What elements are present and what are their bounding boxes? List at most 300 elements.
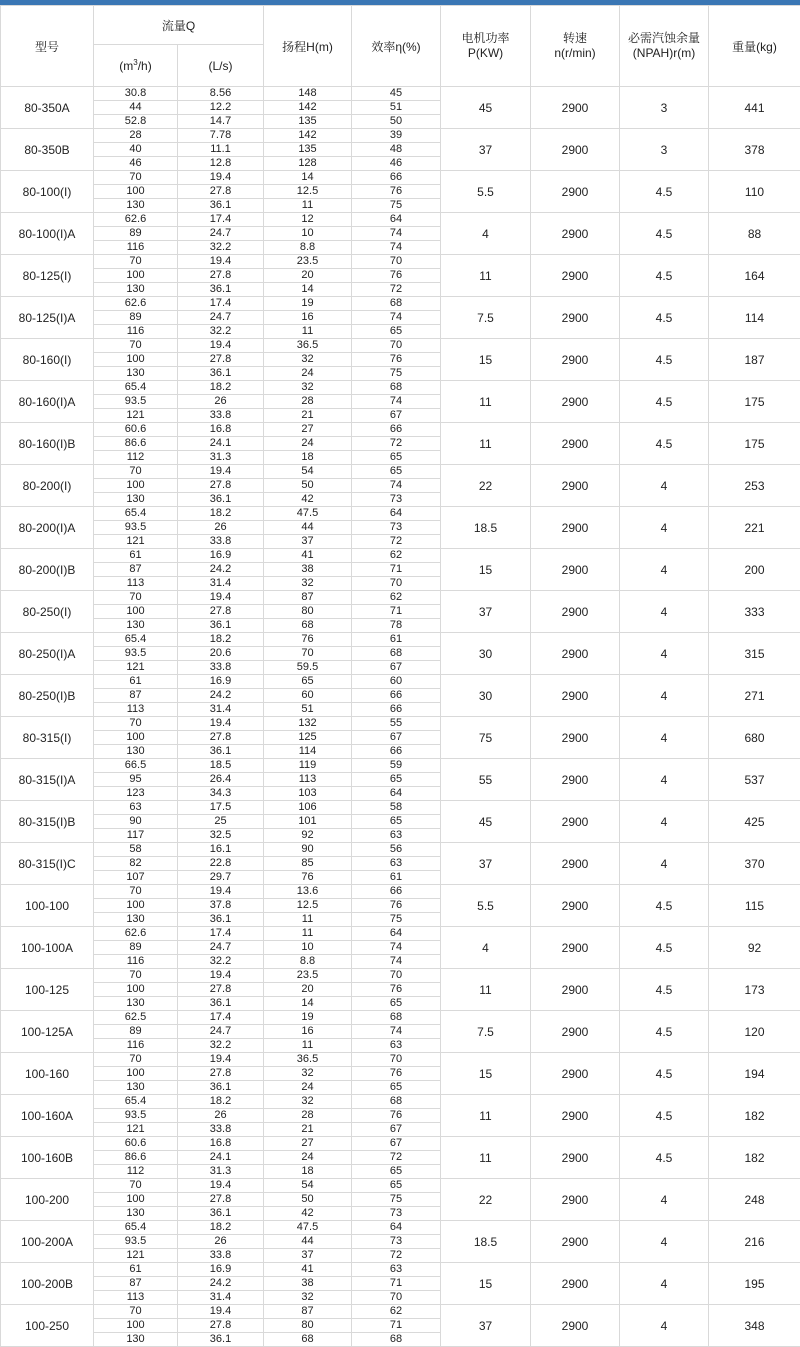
flow-m3h-cell: 86.6 <box>94 437 178 451</box>
head-cell: 12.5 <box>264 185 352 199</box>
head-cell: 90 <box>264 843 352 857</box>
head-cell: 20 <box>264 269 352 283</box>
efficiency-cell: 65 <box>352 325 441 339</box>
efficiency-cell: 68 <box>352 647 441 661</box>
flow-ls-cell: 8.56 <box>178 87 264 101</box>
flow-ls-cell: 36.1 <box>178 367 264 381</box>
flow-m3h-cell: 116 <box>94 325 178 339</box>
head-cell: 101 <box>264 815 352 829</box>
efficiency-cell: 76 <box>352 185 441 199</box>
power-cell: 15 <box>441 1263 531 1305</box>
power-cell: 37 <box>441 591 531 633</box>
flow-m3h-cell: 112 <box>94 1165 178 1179</box>
head-cell: 32 <box>264 381 352 395</box>
model-cell: 80-250(I)B <box>1 675 94 717</box>
flow-m3h-cell: 86.6 <box>94 1151 178 1165</box>
weight-cell: 315 <box>709 633 800 675</box>
efficiency-cell: 75 <box>352 367 441 381</box>
efficiency-cell: 65 <box>352 997 441 1011</box>
efficiency-cell: 66 <box>352 423 441 437</box>
flow-ls-cell: 27.8 <box>178 185 264 199</box>
flow-ls-cell: 27.8 <box>178 731 264 745</box>
flow-ls-cell: 31.4 <box>178 1291 264 1305</box>
spec-subrow <box>1 717 800 731</box>
npsh-cell: 4 <box>620 675 709 717</box>
speed-cell: 2900 <box>531 843 620 885</box>
head-cell: 18 <box>264 1165 352 1179</box>
head-cell: 114 <box>264 745 352 759</box>
efficiency-cell: 65 <box>352 1165 441 1179</box>
flow-ls-cell: 16.9 <box>178 549 264 563</box>
efficiency-cell: 71 <box>352 605 441 619</box>
efficiency-cell: 68 <box>352 297 441 311</box>
flow-m3h-cell: 100 <box>94 269 178 283</box>
efficiency-cell: 72 <box>352 1151 441 1165</box>
flow-ls-cell: 26 <box>178 521 264 535</box>
flow-m3h-cell: 61 <box>94 675 178 689</box>
flow-ls-cell: 24.2 <box>178 563 264 577</box>
flow-m3h-cell: 93.5 <box>94 647 178 661</box>
flow-m3h-sup: 3 <box>133 58 137 67</box>
flow-m3h-cell: 70 <box>94 591 178 605</box>
flow-ls-cell: 36.1 <box>178 619 264 633</box>
efficiency-cell: 74 <box>352 241 441 255</box>
head-cell: 132 <box>264 717 352 731</box>
spec-subrow <box>1 1095 800 1109</box>
flow-ls-cell: 19.4 <box>178 1305 264 1319</box>
flow-ls-cell: 17.4 <box>178 213 264 227</box>
efficiency-cell: 67 <box>352 1123 441 1137</box>
flow-ls-cell: 18.2 <box>178 381 264 395</box>
head-cell: 50 <box>264 479 352 493</box>
speed-cell: 2900 <box>531 801 620 843</box>
flow-ls-cell: 27.8 <box>178 479 264 493</box>
header-power <box>441 6 531 87</box>
head-cell: 21 <box>264 1123 352 1137</box>
head-cell: 50 <box>264 1193 352 1207</box>
head-cell: 19 <box>264 297 352 311</box>
flow-m3h-cell: 70 <box>94 885 178 899</box>
flow-ls-cell: 16.9 <box>178 1263 264 1277</box>
flow-m3h-cell: 70 <box>94 465 178 479</box>
flow-m3h-cell: 112 <box>94 451 178 465</box>
spec-subrow <box>1 1179 800 1193</box>
npsh-cell: 3 <box>620 87 709 129</box>
power-cell: 7.5 <box>441 1011 531 1053</box>
head-cell: 142 <box>264 129 352 143</box>
weight-cell: 92 <box>709 927 800 969</box>
flow-m3h-cell: 100 <box>94 185 178 199</box>
efficiency-cell: 66 <box>352 171 441 185</box>
flow-m3h-cell: 70 <box>94 171 178 185</box>
head-cell: 54 <box>264 1179 352 1193</box>
efficiency-cell: 67 <box>352 731 441 745</box>
weight-cell: 333 <box>709 591 800 633</box>
flow-ls-cell: 24.1 <box>178 1151 264 1165</box>
flow-ls-cell: 16.9 <box>178 675 264 689</box>
speed-cell: 2900 <box>531 675 620 717</box>
flow-ls-cell: 18.2 <box>178 633 264 647</box>
head-cell: 24 <box>264 367 352 381</box>
model-cell: 80-315(I)A <box>1 759 94 801</box>
flow-m3h-cell: 116 <box>94 955 178 969</box>
npsh-cell: 4.5 <box>620 423 709 465</box>
flow-m3h-cell: 87 <box>94 689 178 703</box>
flow-ls-cell: 27.8 <box>178 605 264 619</box>
npsh-cell: 4.5 <box>620 1137 709 1179</box>
flow-m3h-cell: 130 <box>94 1207 178 1221</box>
speed-cell: 2900 <box>531 1095 620 1137</box>
head-cell: 14 <box>264 283 352 297</box>
flow-m3h-cell: 70 <box>94 1053 178 1067</box>
head-cell: 106 <box>264 801 352 815</box>
flow-m3h-cell: 28 <box>94 129 178 143</box>
flow-m3h-cell: 44 <box>94 101 178 115</box>
flow-m3h-cell: 65.4 <box>94 1221 178 1235</box>
flow-m3h-cell: 60.6 <box>94 423 178 437</box>
flow-ls-cell: 36.1 <box>178 493 264 507</box>
model-cell: 80-160(I)B <box>1 423 94 465</box>
header-speed-line1: 转速 <box>531 31 619 46</box>
head-cell: 28 <box>264 395 352 409</box>
flow-ls-cell: 19.4 <box>178 255 264 269</box>
npsh-cell: 4 <box>620 507 709 549</box>
header-npsh-line2: (NPAH)r(m) <box>620 46 708 61</box>
header-speed <box>531 6 620 87</box>
efficiency-cell: 48 <box>352 143 441 157</box>
power-cell: 55 <box>441 759 531 801</box>
power-cell: 4 <box>441 213 531 255</box>
head-cell: 80 <box>264 605 352 619</box>
speed-cell: 2900 <box>531 1053 620 1095</box>
flow-m3h-cell: 70 <box>94 1305 178 1319</box>
head-cell: 23.5 <box>264 969 352 983</box>
head-cell: 11 <box>264 325 352 339</box>
spec-subrow <box>1 171 800 185</box>
flow-ls-cell: 36.1 <box>178 997 264 1011</box>
npsh-cell: 4 <box>620 549 709 591</box>
flow-ls-cell: 16.1 <box>178 843 264 857</box>
head-cell: 44 <box>264 1235 352 1249</box>
flow-ls-cell: 32.2 <box>178 241 264 255</box>
model-cell: 80-315(I)B <box>1 801 94 843</box>
efficiency-cell: 39 <box>352 129 441 143</box>
flow-m3h-cell: 113 <box>94 703 178 717</box>
efficiency-cell: 75 <box>352 913 441 927</box>
head-cell: 24 <box>264 1081 352 1095</box>
model-cell: 100-100A <box>1 927 94 969</box>
efficiency-cell: 50 <box>352 115 441 129</box>
flow-m3h-cell: 89 <box>94 311 178 325</box>
flow-ls-cell: 19.4 <box>178 885 264 899</box>
power-cell: 11 <box>441 255 531 297</box>
npsh-cell: 4.5 <box>620 297 709 339</box>
speed-cell: 2900 <box>531 927 620 969</box>
flow-ls-cell: 27.8 <box>178 353 264 367</box>
pump-spec-table <box>0 5 800 1347</box>
spec-subrow <box>1 1305 800 1319</box>
flow-m3h-cell: 63 <box>94 801 178 815</box>
flow-ls-cell: 24.7 <box>178 1025 264 1039</box>
weight-cell: 370 <box>709 843 800 885</box>
efficiency-cell: 58 <box>352 801 441 815</box>
head-cell: 42 <box>264 493 352 507</box>
head-cell: 47.5 <box>264 507 352 521</box>
flow-ls-cell: 18.2 <box>178 1221 264 1235</box>
spec-subrow <box>1 759 800 773</box>
flow-m3h-cell: 130 <box>94 199 178 213</box>
flow-m3h-cell: 100 <box>94 479 178 493</box>
efficiency-cell: 68 <box>352 1011 441 1025</box>
spec-subrow <box>1 1053 800 1067</box>
spec-subrow <box>1 801 800 815</box>
efficiency-cell: 51 <box>352 101 441 115</box>
efficiency-cell: 73 <box>352 1235 441 1249</box>
head-cell: 8.8 <box>264 241 352 255</box>
efficiency-cell: 72 <box>352 437 441 451</box>
flow-ls-cell: 17.4 <box>178 297 264 311</box>
flow-ls-cell: 36.1 <box>178 283 264 297</box>
flow-m3h-cell: 100 <box>94 899 178 913</box>
weight-cell: 182 <box>709 1137 800 1179</box>
head-cell: 76 <box>264 633 352 647</box>
flow-ls-cell: 17.5 <box>178 801 264 815</box>
model-cell: 80-250(I)A <box>1 633 94 675</box>
flow-ls-cell: 37.8 <box>178 899 264 913</box>
flow-ls-cell: 18.2 <box>178 507 264 521</box>
efficiency-cell: 63 <box>352 1263 441 1277</box>
flow-m3h-cell: 61 <box>94 549 178 563</box>
head-cell: 27 <box>264 423 352 437</box>
npsh-cell: 4 <box>620 717 709 759</box>
head-cell: 20 <box>264 983 352 997</box>
flow-m3h-cell: 93.5 <box>94 1235 178 1249</box>
table-header <box>1 6 800 87</box>
weight-cell: 537 <box>709 759 800 801</box>
npsh-cell: 4 <box>620 801 709 843</box>
speed-cell: 2900 <box>531 423 620 465</box>
head-cell: 41 <box>264 549 352 563</box>
efficiency-cell: 70 <box>352 1053 441 1067</box>
flow-ls-cell: 36.1 <box>178 1207 264 1221</box>
spec-subrow <box>1 843 800 857</box>
flow-m3h-cell: 61 <box>94 1263 178 1277</box>
efficiency-cell: 76 <box>352 1109 441 1123</box>
spec-subrow <box>1 381 800 395</box>
header-flow-ls: (L/s) <box>178 45 264 87</box>
head-cell: 11 <box>264 927 352 941</box>
efficiency-cell: 63 <box>352 829 441 843</box>
flow-ls-cell: 24.1 <box>178 437 264 451</box>
flow-m3h-cell: 66.5 <box>94 759 178 773</box>
flow-ls-cell: 33.8 <box>178 1249 264 1263</box>
efficiency-cell: 68 <box>352 1333 441 1347</box>
npsh-cell: 4 <box>620 1263 709 1305</box>
power-cell: 45 <box>441 87 531 129</box>
efficiency-cell: 65 <box>352 1179 441 1193</box>
head-cell: 119 <box>264 759 352 773</box>
flow-m3h-cell: 130 <box>94 619 178 633</box>
flow-ls-cell: 19.4 <box>178 969 264 983</box>
header-flow-m3h <box>94 45 178 87</box>
efficiency-cell: 65 <box>352 465 441 479</box>
flow-ls-cell: 26.4 <box>178 773 264 787</box>
efficiency-cell: 74 <box>352 311 441 325</box>
efficiency-cell: 46 <box>352 157 441 171</box>
efficiency-cell: 64 <box>352 1221 441 1235</box>
npsh-cell: 4.5 <box>620 969 709 1011</box>
flow-ls-cell: 12.2 <box>178 101 264 115</box>
speed-cell: 2900 <box>531 1221 620 1263</box>
flow-ls-cell: 19.4 <box>178 339 264 353</box>
weight-cell: 175 <box>709 381 800 423</box>
flow-ls-cell: 31.3 <box>178 451 264 465</box>
efficiency-cell: 76 <box>352 269 441 283</box>
head-cell: 28 <box>264 1109 352 1123</box>
flow-m3h-cell: 121 <box>94 1249 178 1263</box>
flow-ls-cell: 27.8 <box>178 1193 264 1207</box>
efficiency-cell: 67 <box>352 1137 441 1151</box>
power-cell: 22 <box>441 465 531 507</box>
head-cell: 142 <box>264 101 352 115</box>
npsh-cell: 4 <box>620 1221 709 1263</box>
efficiency-cell: 71 <box>352 563 441 577</box>
speed-cell: 2900 <box>531 465 620 507</box>
flow-m3h-cell: 117 <box>94 829 178 843</box>
efficiency-cell: 62 <box>352 591 441 605</box>
head-cell: 12 <box>264 213 352 227</box>
spec-subrow <box>1 255 800 269</box>
npsh-cell: 4.5 <box>620 339 709 381</box>
efficiency-cell: 66 <box>352 885 441 899</box>
model-cell: 80-200(I) <box>1 465 94 507</box>
spec-subrow <box>1 1137 800 1151</box>
head-cell: 24 <box>264 1151 352 1165</box>
flow-ls-cell: 19.4 <box>178 1053 264 1067</box>
flow-ls-cell: 19.4 <box>178 1179 264 1193</box>
head-cell: 68 <box>264 1333 352 1347</box>
flow-m3h-cell: 90 <box>94 815 178 829</box>
speed-cell: 2900 <box>531 507 620 549</box>
efficiency-cell: 56 <box>352 843 441 857</box>
weight-cell: 110 <box>709 171 800 213</box>
flow-m3h-cell: 100 <box>94 353 178 367</box>
efficiency-cell: 65 <box>352 815 441 829</box>
spec-subrow <box>1 1263 800 1277</box>
efficiency-cell: 64 <box>352 927 441 941</box>
flow-m3h-cell: 30.8 <box>94 87 178 101</box>
efficiency-cell: 70 <box>352 1291 441 1305</box>
power-cell: 5.5 <box>441 885 531 927</box>
efficiency-cell: 73 <box>352 1207 441 1221</box>
power-cell: 22 <box>441 1179 531 1221</box>
npsh-cell: 4.5 <box>620 171 709 213</box>
flow-m3h-post: /h) <box>138 59 152 73</box>
model-cell: 80-100(I)A <box>1 213 94 255</box>
head-cell: 37 <box>264 1249 352 1263</box>
power-cell: 45 <box>441 801 531 843</box>
efficiency-cell: 64 <box>352 213 441 227</box>
flow-m3h-cell: 100 <box>94 605 178 619</box>
head-cell: 10 <box>264 941 352 955</box>
model-cell: 80-350A <box>1 87 94 129</box>
efficiency-cell: 63 <box>352 1039 441 1053</box>
efficiency-cell: 70 <box>352 255 441 269</box>
head-cell: 38 <box>264 563 352 577</box>
power-cell: 15 <box>441 1053 531 1095</box>
efficiency-cell: 73 <box>352 493 441 507</box>
speed-cell: 2900 <box>531 381 620 423</box>
efficiency-cell: 67 <box>352 661 441 675</box>
flow-ls-cell: 27.8 <box>178 1319 264 1333</box>
flow-ls-cell: 7.78 <box>178 129 264 143</box>
efficiency-cell: 64 <box>352 787 441 801</box>
head-cell: 148 <box>264 87 352 101</box>
power-cell: 18.5 <box>441 507 531 549</box>
head-cell: 10 <box>264 227 352 241</box>
flow-ls-cell: 36.1 <box>178 199 264 213</box>
speed-cell: 2900 <box>531 87 620 129</box>
model-cell: 80-160(I) <box>1 339 94 381</box>
flow-m3h-cell: 123 <box>94 787 178 801</box>
power-cell: 11 <box>441 1137 531 1179</box>
power-cell: 11 <box>441 1095 531 1137</box>
flow-m3h-cell: 130 <box>94 913 178 927</box>
flow-m3h-cell: 58 <box>94 843 178 857</box>
model-cell: 100-200 <box>1 1179 94 1221</box>
model-cell: 80-315(I) <box>1 717 94 759</box>
header-head: 扬程H(m) <box>264 6 352 87</box>
flow-m3h-cell: 116 <box>94 241 178 255</box>
flow-m3h-cell: 52.8 <box>94 115 178 129</box>
flow-m3h-cell: 70 <box>94 969 178 983</box>
efficiency-cell: 74 <box>352 395 441 409</box>
npsh-cell: 4.5 <box>620 213 709 255</box>
model-cell: 80-250(I) <box>1 591 94 633</box>
flow-ls-cell: 27.8 <box>178 983 264 997</box>
efficiency-cell: 74 <box>352 1025 441 1039</box>
flow-ls-cell: 36.1 <box>178 745 264 759</box>
speed-cell: 2900 <box>531 1179 620 1221</box>
speed-cell: 2900 <box>531 1137 620 1179</box>
head-cell: 87 <box>264 1305 352 1319</box>
head-cell: 16 <box>264 1025 352 1039</box>
head-cell: 23.5 <box>264 255 352 269</box>
flow-m3h-cell: 65.4 <box>94 633 178 647</box>
efficiency-cell: 72 <box>352 283 441 297</box>
efficiency-cell: 76 <box>352 983 441 997</box>
flow-ls-cell: 18.5 <box>178 759 264 773</box>
head-cell: 128 <box>264 157 352 171</box>
head-cell: 59.5 <box>264 661 352 675</box>
flow-ls-cell: 36.1 <box>178 913 264 927</box>
flow-m3h-cell: 130 <box>94 283 178 297</box>
header-npsh-line1: 必需汽蚀余量 <box>620 31 708 46</box>
efficiency-cell: 74 <box>352 955 441 969</box>
flow-m3h-cell: 70 <box>94 717 178 731</box>
flow-m3h-cell: 62.6 <box>94 213 178 227</box>
weight-cell: 680 <box>709 717 800 759</box>
npsh-cell: 4.5 <box>620 1011 709 1053</box>
header-speed-line2: n(r/min) <box>531 46 619 61</box>
flow-m3h-cell: 100 <box>94 1067 178 1081</box>
efficiency-cell: 68 <box>352 1095 441 1109</box>
speed-cell: 2900 <box>531 633 620 675</box>
speed-cell: 2900 <box>531 1305 620 1347</box>
npsh-cell: 4 <box>620 759 709 801</box>
model-cell: 100-160 <box>1 1053 94 1095</box>
table-body <box>1 87 800 1347</box>
